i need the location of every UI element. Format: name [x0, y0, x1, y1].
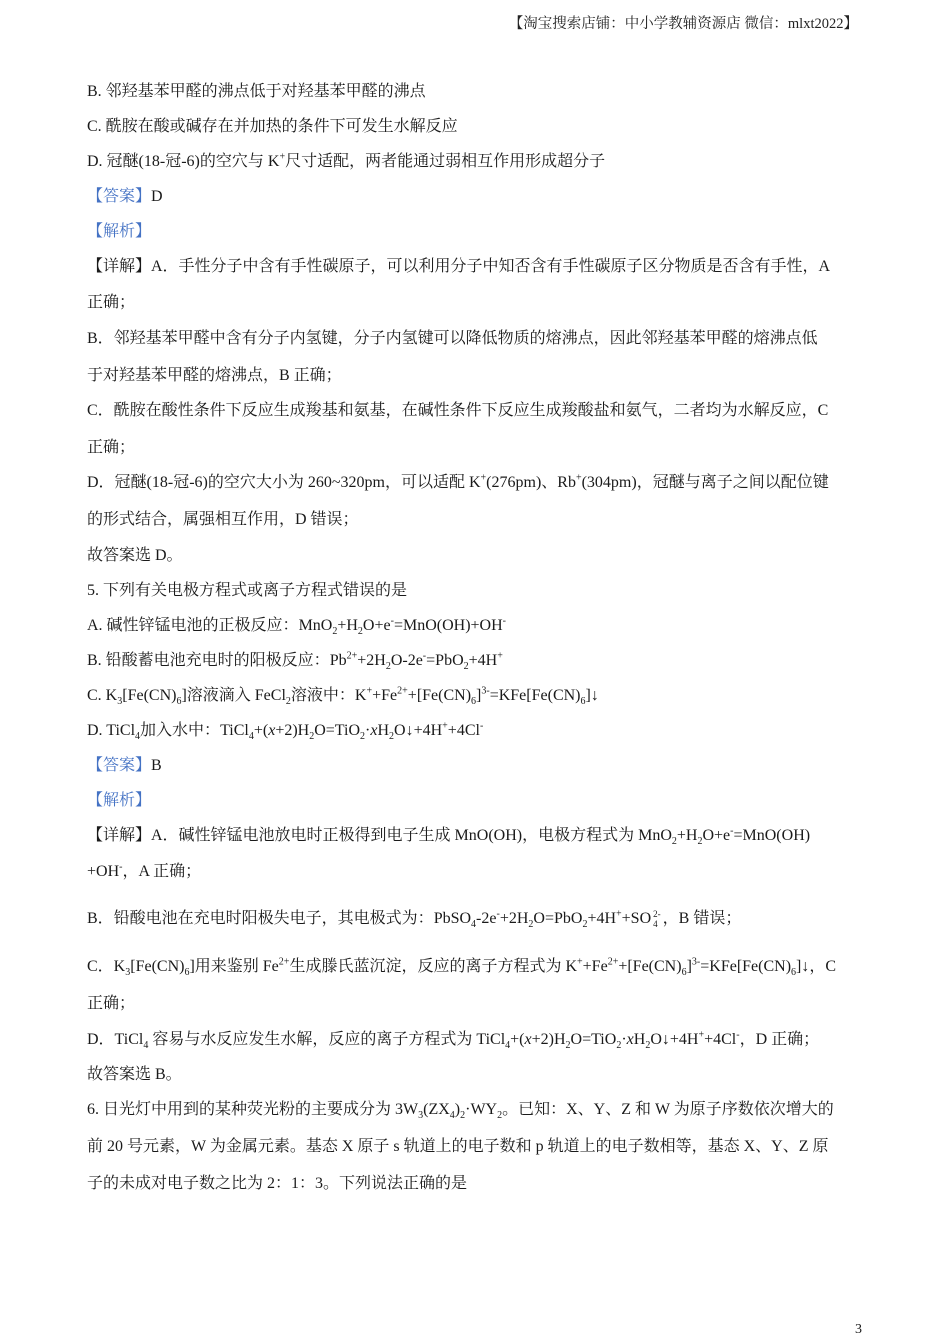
q4-detail-a-cont: 正确；: [87, 294, 136, 311]
q4-detail-c: C．酰胺在酸性条件下反应生成羧基和氨基，在碱性条件下反应生成羧酸盐和氨气，二者均为水解反应，C: [87, 402, 829, 419]
q5-option-b: B. 铅酸蓄电池充电时的阳极反应：$Pb^{2+}+2H_2O-2e^-=PbO_2+4H^+$: [87, 650, 503, 673]
q4-option-d: D. 冠醚(18-冠-6)的空穴与 K+尺寸适配，两者能通过弱相互作用形成超分子: [87, 151, 606, 170]
q4-detail-b: B．邻羟基苯甲醛中含有分子内氢键，分子内氢键可以降低物质的熔沸点，因此邻羟基苯甲醛的熔沸点低: [87, 330, 818, 347]
q5-stem: 5. 下列有关电极方程式或离子方程式错误的是: [87, 582, 408, 599]
q5-detail-c: C．$K_3[Fe(CN)_6]$用来鉴别 $Fe^{2+}$生成滕氏蓝沉淀，反应的离子方程式为 $K^++Fe^{2+}+[Fe(CN)_6]^{3-}=KFe[Fe(CN)_6]↓$，C: [87, 956, 837, 979]
q5-conclusion: 故答案选 B。: [87, 1066, 182, 1083]
answer-tag: 【答案】: [87, 188, 152, 205]
q4-option-c: C. 酰胺在酸或碱存在并加热的条件下可发生水解反应: [87, 118, 458, 135]
q4-conclusion: 故答案选 D。: [87, 547, 183, 564]
q4-analysis-tag: 【解析】: [87, 223, 152, 240]
q6-stem-line3: 子的未成对电子数之比为 2：1：3。下列说法正确的是: [87, 1175, 468, 1192]
q4-detail-d-cont: 的形式结合，属强相互作用，D 错误；: [87, 511, 359, 528]
q5-detail-a: 【详解】A．碱性锌锰电池放电时正极得到电子生成 MnO(OH)，电极方程式为 $MnO_2+H_2O+e^-=MnO(OH)$: [87, 825, 811, 848]
q4-detail-a: 【详解】A．手性分子中含有手性碳原子，可以利用分子中知否含有手性碳原子区分物质是否含有手性，A: [87, 258, 831, 275]
q4-detail-c-cont: 正确；: [87, 439, 136, 456]
q5-analysis-tag: 【解析】: [87, 792, 152, 809]
q4-answer: 【答案】D: [87, 188, 163, 205]
page-number: 3: [855, 1322, 862, 1337]
q5-detail-a-cont: +OH-，A 正确；: [87, 861, 202, 880]
q5-detail-d: D．TiCl$_4$ 容易与水反应发生水解，反应的离子方程式为 $TiCl_4+(x+2)H_2O=TiO_2\cdot xH_2O↓+4H^++4Cl^-$，D 正确；: [87, 1029, 820, 1052]
q4-option-b: B. 邻羟基苯甲醛的沸点低于对羟基苯甲醛的沸点: [87, 83, 426, 100]
q5-detail-c-cont: 正确；: [87, 995, 136, 1012]
q5-option-c: C. $K_3[Fe(CN)_6]$溶液滴入 FeCl$_2$溶液中：$K^++Fe^{2+}+[Fe(CN)_6]^{3-}=KFe[Fe(CN)_6]↓$: [87, 685, 599, 708]
q5-option-a: A. 碱性锌锰电池的正极反应：$MnO_2+H_2O+e^-=MnO(OH)+OH^-$: [87, 615, 506, 638]
q4-detail-b-cont: 于对羟基苯甲醛的熔沸点，B 正确；: [87, 367, 342, 384]
q6-stem-line1: 6. 日光灯中用到的某种荧光粉的主要成分为 $3W_3(ZX_4)_2\cdot WY_2$。已知：X、Y、Z 和 W 为原子序数依次增大的: [87, 1101, 834, 1122]
q6-stem-line2: 前 20 号元素，W 为金属元素。基态 X 原子 s 轨道上的电子数和 p 轨道上的电子数相等，基态 X、Y、Z 原: [87, 1138, 829, 1155]
q4-detail-d: D．冠醚(18-冠-6)的空穴大小为 260~320pm，可以适配 K+(276pm)、Rb+(304pm)，冠醚与离子之间以配位键: [87, 472, 829, 491]
q5-detail-b: B．铅酸电池在充电时阳极失电子，其电极式为：$PbSO_4-2e^-+2H_2O=PbO_2+4H^++SO$ 2- 4 ，B 错误；: [87, 908, 742, 931]
q5-answer: 【答案】B: [87, 757, 162, 774]
q5-option-d: D. TiCl$_4$加入水中：$TiCl_4+(x+2)H_2O=TiO_2\cdot xH_2O↓+4H^++4Cl^-$: [87, 720, 484, 743]
page-header: 【淘宝搜索店铺：中小学教辅资源店 微信：mlxt2022】: [508, 16, 858, 32]
